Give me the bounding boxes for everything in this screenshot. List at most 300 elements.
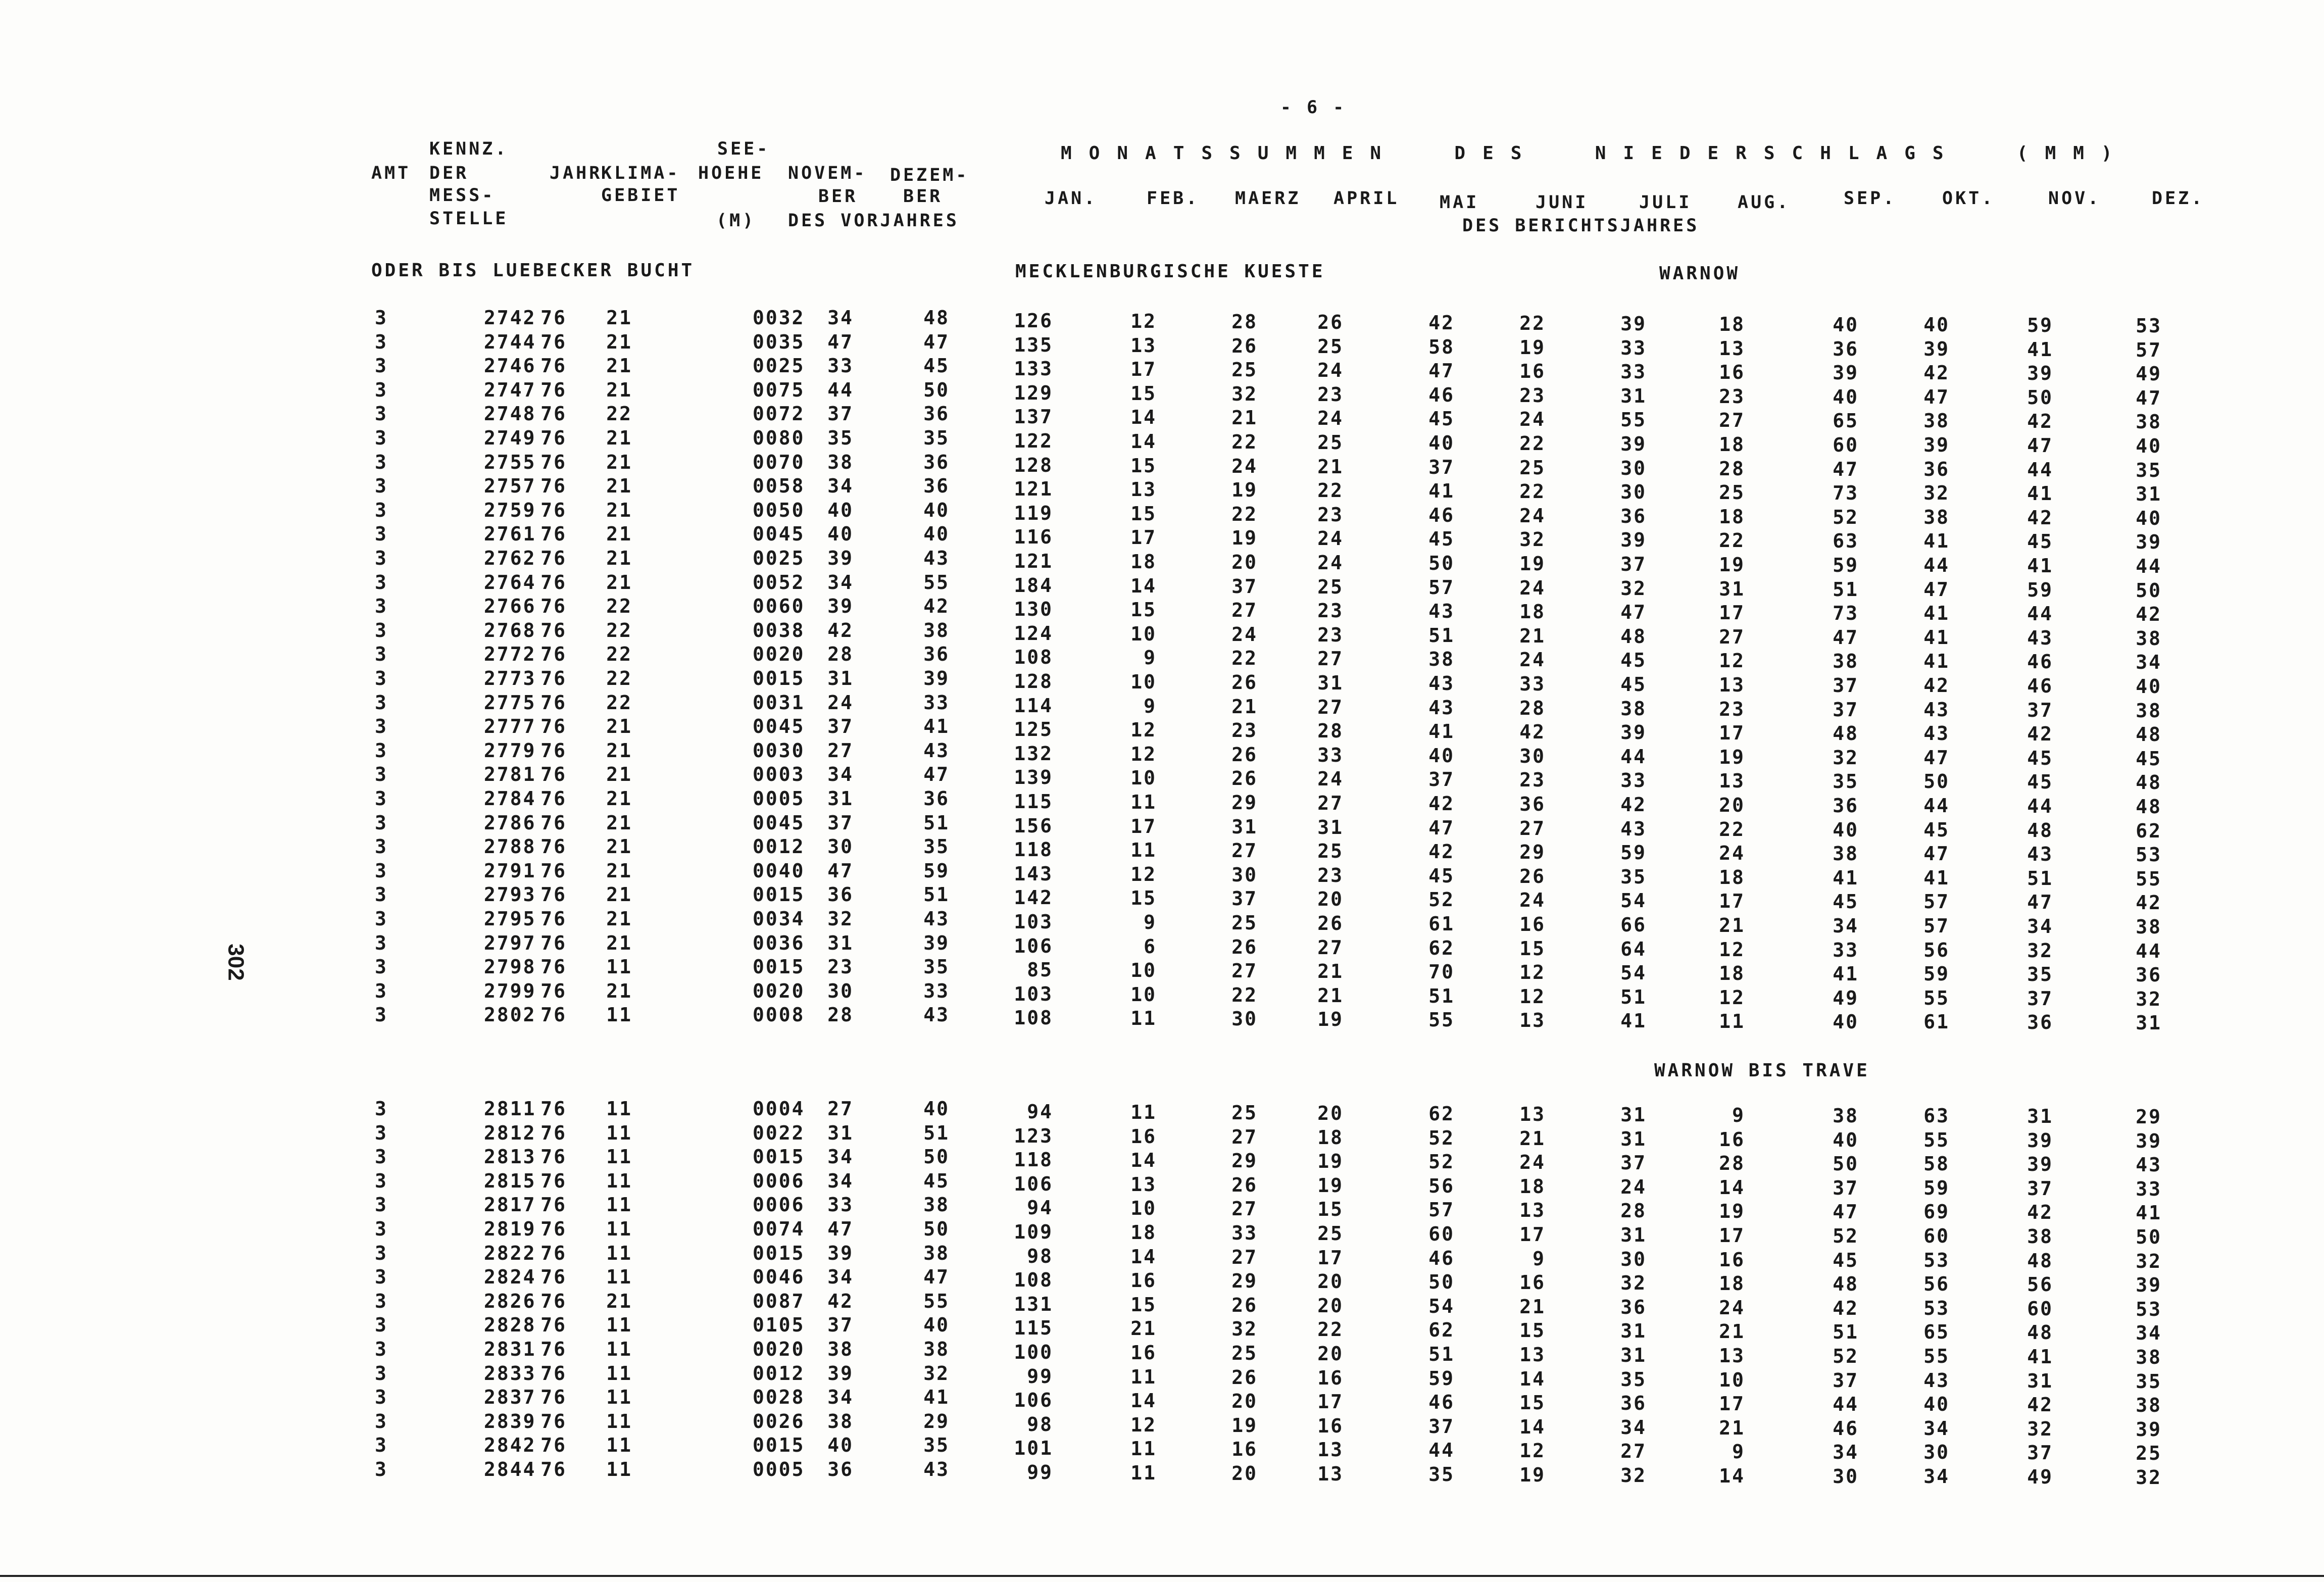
table-cell: 13 xyxy=(1519,1103,1546,1125)
table-cell: 108 xyxy=(1014,646,1053,669)
table-cell: 41 xyxy=(2136,1202,2162,1224)
table-cell: 19 xyxy=(1317,1150,1344,1173)
table-cell: 76 xyxy=(540,451,567,473)
table-cell: 21 xyxy=(1231,695,1258,718)
table-cell: 22 xyxy=(1519,432,1546,455)
table-cell: 59 xyxy=(1833,554,1859,576)
table-cell: 17 xyxy=(1719,722,1745,745)
table-cell: 41 xyxy=(1923,650,1950,673)
table-cell: 50 xyxy=(1833,1153,1859,1175)
table-cell: 22 xyxy=(1231,431,1258,453)
table-cell: 76 xyxy=(540,763,567,786)
table-cell: 31 xyxy=(827,1121,854,1144)
table-cell: 51 xyxy=(1428,984,1455,1007)
table-cell: 35 xyxy=(923,835,950,858)
table-cell: 76 xyxy=(540,1146,567,1168)
table-cell: 24 xyxy=(1519,576,1546,599)
table-cell: 0028 xyxy=(753,1386,805,1409)
table-cell: 24 xyxy=(1317,768,1344,790)
table-cell: 47 xyxy=(827,859,854,882)
table-cell: 41 xyxy=(1923,602,1950,625)
table-cell: 47 xyxy=(1923,843,1950,865)
table-cell: 52 xyxy=(1833,1225,1859,1247)
table-cell: 2798 xyxy=(484,956,536,978)
table-cell: 19 xyxy=(1519,553,1546,575)
table-cell: 35 xyxy=(2136,1370,2162,1393)
table-cell: 38 xyxy=(2136,627,2162,650)
table-cell: 76 xyxy=(540,571,567,594)
table-cell: 2757 xyxy=(484,475,536,498)
table-cell: 3 xyxy=(375,499,388,521)
table-cell: 42 xyxy=(1923,674,1950,697)
table-cell: 38 xyxy=(923,1194,950,1216)
table-cell: 76 xyxy=(540,1410,567,1432)
table-cell: 39 xyxy=(923,667,950,689)
table-cell: 16 xyxy=(1130,1269,1157,1292)
table-cell: 3 xyxy=(375,956,388,978)
table-cell: 17 xyxy=(1719,1224,1745,1247)
table-cell: 34 xyxy=(827,475,854,498)
table-cell: 3 xyxy=(375,1121,388,1144)
header-des-berichtsjahres: DES BERICHTSJAHRES xyxy=(1462,216,1700,236)
table-cell: 27 xyxy=(1231,1246,1258,1268)
table-cell: 32 xyxy=(2136,1250,2162,1272)
table-cell: 27 xyxy=(1519,817,1546,839)
table-cell: 135 xyxy=(1014,333,1053,356)
table-cell: 21 xyxy=(606,931,632,954)
table-cell: 38 xyxy=(1620,697,1647,720)
table-cell: 12 xyxy=(1130,863,1157,885)
table-cell: 47 xyxy=(1923,578,1950,601)
table-cell: 0006 xyxy=(753,1169,805,1192)
table-cell: 39 xyxy=(2027,1153,2053,1176)
header-amt: AMT xyxy=(371,163,411,183)
table-cell: 0030 xyxy=(753,739,805,762)
table-cell: 59 xyxy=(923,859,950,882)
table-cell: 9 xyxy=(1144,695,1157,717)
table-cell: 31 xyxy=(2136,483,2162,506)
header-dezem-2: BER xyxy=(903,186,943,207)
table-cell: 31 xyxy=(1620,1224,1647,1246)
table-cell: 55 xyxy=(2136,867,2162,890)
table-cell: 26 xyxy=(1231,1294,1258,1316)
table-cell: 76 xyxy=(540,1458,567,1480)
table-cell: 31 xyxy=(2136,1012,2162,1034)
table-cell: 14 xyxy=(1130,406,1157,429)
table-cell: 31 xyxy=(1620,1104,1647,1126)
table-cell: 22 xyxy=(606,691,632,714)
table-cell: 0025 xyxy=(753,547,805,569)
table-cell: 45 xyxy=(1923,818,1950,841)
table-cell: 31 xyxy=(1620,1320,1647,1343)
table-cell: 32 xyxy=(2027,939,2053,962)
table-cell: 37 xyxy=(2027,987,2053,1010)
table-cell: 2784 xyxy=(484,787,536,810)
table-cell: 11 xyxy=(1130,1438,1157,1460)
table-cell: 98 xyxy=(1027,1245,1053,1267)
table-cell: 24 xyxy=(1519,408,1546,431)
header-kennz-2: DER xyxy=(429,163,469,183)
table-cell: 18 xyxy=(1130,1221,1157,1244)
table-cell: 76 xyxy=(540,643,567,666)
table-cell: 36 xyxy=(1620,505,1647,527)
table-cell: 0020 xyxy=(753,1338,805,1360)
table-cell: 53 xyxy=(1923,1297,1950,1319)
table-cell: 3 xyxy=(375,1458,388,1480)
table-cell: 35 xyxy=(1428,1463,1455,1486)
table-cell: 0015 xyxy=(753,1434,805,1457)
table-cell: 108 xyxy=(1014,1007,1053,1029)
table-cell: 21 xyxy=(606,547,632,569)
table-cell: 38 xyxy=(1428,648,1455,671)
table-cell: 76 xyxy=(540,739,567,762)
table-cell: 55 xyxy=(1923,1128,1950,1151)
table-cell: 20 xyxy=(1231,551,1258,573)
table-cell: 24 xyxy=(1317,359,1344,382)
table-cell: 38 xyxy=(827,1338,854,1360)
table-cell: 0008 xyxy=(753,1004,805,1026)
table-cell: 11 xyxy=(606,1314,632,1337)
table-cell: 65 xyxy=(1923,1321,1950,1344)
table-cell: 47 xyxy=(827,330,854,353)
table-cell: 48 xyxy=(2136,723,2162,746)
table-cell: 76 xyxy=(540,378,567,401)
table-cell: 21 xyxy=(606,355,632,377)
table-cell: 16 xyxy=(1231,1438,1258,1461)
table-cell: 43 xyxy=(1428,696,1455,719)
table-cell: 15 xyxy=(1519,1319,1546,1342)
table-cell: 24 xyxy=(1519,1151,1546,1174)
table-cell: 18 xyxy=(1519,1175,1546,1198)
table-cell: 0105 xyxy=(753,1314,805,1337)
table-cell: 43 xyxy=(1620,817,1647,840)
table-cell: 0006 xyxy=(753,1194,805,1216)
table-cell: 43 xyxy=(1923,1369,1950,1392)
table-cell: 22 xyxy=(606,595,632,618)
table-cell: 31 xyxy=(1620,1127,1647,1150)
table-cell: 37 xyxy=(1428,768,1455,791)
table-cell: 76 xyxy=(540,1121,567,1144)
table-cell: 44 xyxy=(2027,458,2053,481)
table-cell: 11 xyxy=(606,1362,632,1385)
table-cell: 16 xyxy=(1719,361,1745,384)
table-cell: 48 xyxy=(1833,1273,1859,1296)
table-cell: 3 xyxy=(375,427,388,449)
table-cell: 47 xyxy=(1923,746,1950,769)
table-cell: 3 xyxy=(375,979,388,1002)
table-cell: 32 xyxy=(1833,746,1859,769)
table-cell: 108 xyxy=(1014,1269,1053,1292)
table-cell: 47 xyxy=(2136,386,2162,409)
table-cell: 52 xyxy=(1428,888,1455,911)
table-cell: 0080 xyxy=(753,427,805,449)
table-cell: 3 xyxy=(375,1314,388,1337)
table-cell: 3 xyxy=(375,643,388,666)
table-cell: 38 xyxy=(827,451,854,473)
table-cell: 22 xyxy=(1317,479,1344,502)
table-cell: 3 xyxy=(375,763,388,786)
table-cell: 12 xyxy=(1519,985,1546,1008)
table-cell: 0005 xyxy=(753,787,805,810)
table-cell: 47 xyxy=(2027,434,2053,457)
table-cell: 12 xyxy=(1130,310,1157,332)
table-cell: 48 xyxy=(1833,722,1859,745)
table-cell: 3 xyxy=(375,355,388,377)
table-cell: 76 xyxy=(540,908,567,930)
table-cell: 30 xyxy=(1923,1441,1950,1464)
table-cell: 0015 xyxy=(753,1146,805,1168)
table-cell: 39 xyxy=(1833,362,1859,384)
table-cell: 44 xyxy=(2027,603,2053,625)
table-cell: 34 xyxy=(827,1386,854,1409)
table-cell: 3 xyxy=(375,1266,388,1289)
table-cell: 30 xyxy=(1620,457,1647,479)
table-cell: 36 xyxy=(1620,1392,1647,1415)
table-cell: 43 xyxy=(1923,722,1950,745)
table-cell: 63 xyxy=(1923,1105,1950,1127)
table-cell: 37 xyxy=(827,811,854,834)
table-cell: 11 xyxy=(606,1242,632,1264)
table-cell: 62 xyxy=(1428,1103,1455,1125)
table-cell: 26 xyxy=(1231,1366,1258,1389)
table-cell: 34 xyxy=(827,571,854,594)
table-cell: 13 xyxy=(1519,1344,1546,1366)
table-cell: 21 xyxy=(1317,960,1344,983)
table-cell: 17 xyxy=(1317,1391,1344,1413)
table-cell: 53 xyxy=(2136,1298,2162,1320)
table-cell: 14 xyxy=(1130,1245,1157,1268)
table-cell: 46 xyxy=(2027,651,2053,673)
table-cell: 29 xyxy=(1231,792,1258,814)
table-cell: 45 xyxy=(923,1169,950,1192)
table-cell: 11 xyxy=(606,1410,632,1432)
table-cell: 101 xyxy=(1014,1437,1053,1460)
table-cell: 2764 xyxy=(484,571,536,594)
table-cell: 33 xyxy=(1317,744,1344,766)
table-cell: 37 xyxy=(2027,1177,2053,1200)
table-cell: 41 xyxy=(1833,866,1859,889)
table-cell: 55 xyxy=(923,571,950,594)
table-cell: 51 xyxy=(1833,1321,1859,1344)
table-cell: 46 xyxy=(1428,1391,1455,1414)
table-cell: 40 xyxy=(1923,314,1950,336)
table-cell: 0015 xyxy=(753,1242,805,1264)
table-cell: 36 xyxy=(923,403,950,425)
table-cell: 15 xyxy=(1130,502,1157,525)
table-cell: 2826 xyxy=(484,1290,536,1312)
table-cell: 34 xyxy=(827,307,854,329)
table-cell: 10 xyxy=(1719,1368,1745,1391)
table-cell: 53 xyxy=(1923,1249,1950,1271)
table-cell: 21 xyxy=(606,763,632,786)
table-cell: 34 xyxy=(827,1169,854,1192)
table-cell: 15 xyxy=(1130,1293,1157,1316)
table-cell: 3 xyxy=(375,1434,388,1457)
table-cell: 35 xyxy=(923,956,950,978)
table-cell: 39 xyxy=(1923,434,1950,456)
table-cell: 36 xyxy=(2027,1011,2053,1034)
table-cell: 31 xyxy=(1719,577,1745,600)
table-cell: 43 xyxy=(923,1458,950,1480)
table-cell: 38 xyxy=(2136,1346,2162,1368)
table-cell: 24 xyxy=(1620,1175,1647,1198)
table-cell: 16 xyxy=(1519,360,1546,383)
table-cell: 13 xyxy=(1130,478,1157,501)
table-cell: 123 xyxy=(1014,1124,1053,1147)
table-cell: 11 xyxy=(606,1218,632,1240)
table-cell: 32 xyxy=(2136,987,2162,1010)
table-cell: 3 xyxy=(375,883,388,906)
table-cell: 0038 xyxy=(753,619,805,641)
table-cell: 40 xyxy=(1833,818,1859,841)
table-cell: 42 xyxy=(2027,1394,2053,1416)
table-cell: 9 xyxy=(1732,1441,1745,1463)
table-cell: 76 xyxy=(540,403,567,425)
table-cell: 49 xyxy=(1833,986,1859,1009)
table-cell: 44 xyxy=(2136,940,2162,962)
table-cell: 48 xyxy=(1620,625,1647,648)
table-cell: 3 xyxy=(375,667,388,689)
table-cell: 39 xyxy=(2136,531,2162,554)
table-cell: 47 xyxy=(827,1218,854,1240)
table-cell: 30 xyxy=(827,979,854,1002)
table-cell: 76 xyxy=(540,523,567,546)
table-cell: 40 xyxy=(923,1314,950,1337)
table-cell: 56 xyxy=(1428,1174,1455,1197)
table-cell: 40 xyxy=(923,523,950,546)
table-cell: 25 xyxy=(1317,840,1344,863)
table-cell: 0060 xyxy=(753,595,805,618)
table-cell: 53 xyxy=(2136,315,2162,337)
table-cell: 46 xyxy=(1833,1417,1859,1440)
table-cell: 19 xyxy=(1231,479,1258,502)
table-cell: 50 xyxy=(923,1218,950,1240)
table-cell: 42 xyxy=(2027,1201,2053,1224)
table-cell: 19 xyxy=(1719,1200,1745,1223)
table-cell: 17 xyxy=(1719,1393,1745,1415)
table-cell: 42 xyxy=(1620,794,1647,816)
table-cell: 26 xyxy=(1231,334,1258,357)
table-cell: 60 xyxy=(1833,434,1859,456)
table-cell: 2822 xyxy=(484,1242,536,1264)
table-cell: 21 xyxy=(606,475,632,498)
table-cell: 45 xyxy=(1833,891,1859,913)
table-cell: 6 xyxy=(1144,935,1157,958)
table-cell: 15 xyxy=(1519,937,1546,960)
table-cell: 51 xyxy=(2027,867,2053,889)
table-cell: 34 xyxy=(827,1266,854,1289)
table-cell: 76 xyxy=(540,499,567,521)
table-cell: 22 xyxy=(1719,818,1745,841)
table-cell: 76 xyxy=(540,1434,567,1457)
table-cell: 16 xyxy=(1519,1271,1546,1294)
table-cell: 3 xyxy=(375,403,388,425)
table-cell: 2797 xyxy=(484,931,536,954)
table-cell: 10 xyxy=(1130,622,1157,645)
table-cell: 19 xyxy=(1317,1174,1344,1197)
table-cell: 21 xyxy=(606,715,632,738)
table-cell: 76 xyxy=(540,475,567,498)
table-cell: 31 xyxy=(1317,672,1344,694)
table-cell: 21 xyxy=(1130,1317,1157,1340)
table-cell: 45 xyxy=(2027,747,2053,769)
table-cell: 51 xyxy=(1428,624,1455,647)
table-cell: 27 xyxy=(1231,960,1258,982)
table-cell: 10 xyxy=(1130,1197,1157,1220)
table-cell: 32 xyxy=(2027,1417,2053,1440)
table-cell: 25 xyxy=(2136,1442,2162,1465)
table-cell: 41 xyxy=(2027,338,2053,361)
table-cell: 23 xyxy=(1317,864,1344,886)
table-cell: 45 xyxy=(1620,673,1647,696)
table-cell: 17 xyxy=(1317,1246,1344,1269)
section-label: WARNOW BIS TRAVE xyxy=(1654,1060,1870,1081)
table-cell: 44 xyxy=(1620,745,1647,768)
table-cell: 36 xyxy=(923,787,950,810)
table-cell: 76 xyxy=(540,355,567,377)
section-label: MECKLENBURGISCHE KUESTE xyxy=(1015,261,1325,282)
table-cell: 24 xyxy=(1231,455,1258,477)
table-cell: 20 xyxy=(1317,1102,1344,1124)
table-cell: 12 xyxy=(1719,938,1745,961)
table-cell: 32 xyxy=(1620,1464,1647,1487)
table-cell: 13 xyxy=(1519,1199,1546,1222)
table-cell: 76 xyxy=(540,1362,567,1385)
table-cell: 34 xyxy=(1923,1417,1950,1440)
table-cell: 41 xyxy=(2027,1346,2053,1368)
table-cell: 43 xyxy=(1428,600,1455,623)
table-cell: 28 xyxy=(827,1004,854,1026)
table-cell: 14 xyxy=(1719,1465,1745,1487)
table-cell: 2742 xyxy=(484,307,536,329)
table-cell: 43 xyxy=(2136,1154,2162,1176)
table-cell: 0040 xyxy=(753,859,805,882)
table-cell: 21 xyxy=(606,835,632,858)
table-cell: 36 xyxy=(1833,337,1859,360)
header-see-2: HOEHE xyxy=(698,163,764,183)
table-cell: 37 xyxy=(827,403,854,425)
table-cell: 25 xyxy=(1317,1222,1344,1245)
table-cell: 39 xyxy=(827,1242,854,1264)
table-cell: 36 xyxy=(1833,795,1859,817)
table-cell: 128 xyxy=(1014,670,1053,693)
table-cell: 47 xyxy=(1428,816,1455,839)
table-cell: 61 xyxy=(1923,1011,1950,1033)
table-cell: 137 xyxy=(1014,406,1053,428)
table-cell: 24 xyxy=(1519,649,1546,671)
table-cell: 3 xyxy=(375,571,388,594)
table-cell: 16 xyxy=(1719,1248,1745,1271)
table-cell: 23 xyxy=(1231,719,1258,742)
table-cell: 29 xyxy=(2136,1106,2162,1128)
table-cell: 53 xyxy=(2136,844,2162,866)
table-cell: 28 xyxy=(1719,457,1745,480)
table-cell: 34 xyxy=(827,763,854,786)
month-header: FEB. xyxy=(1147,188,1200,209)
table-cell: 44 xyxy=(2027,795,2053,817)
table-cell: 22 xyxy=(1231,983,1258,1006)
table-cell: 22 xyxy=(606,643,632,666)
table-cell: 42 xyxy=(1833,1297,1859,1319)
table-cell: 48 xyxy=(2027,819,2053,842)
table-cell: 41 xyxy=(923,715,950,738)
table-cell: 27 xyxy=(1317,936,1344,959)
table-cell: 2788 xyxy=(484,835,536,858)
table-cell: 0012 xyxy=(753,1362,805,1385)
table-cell: 48 xyxy=(2027,1321,2053,1344)
table-cell: 58 xyxy=(1428,335,1455,358)
table-cell: 39 xyxy=(1923,337,1950,360)
